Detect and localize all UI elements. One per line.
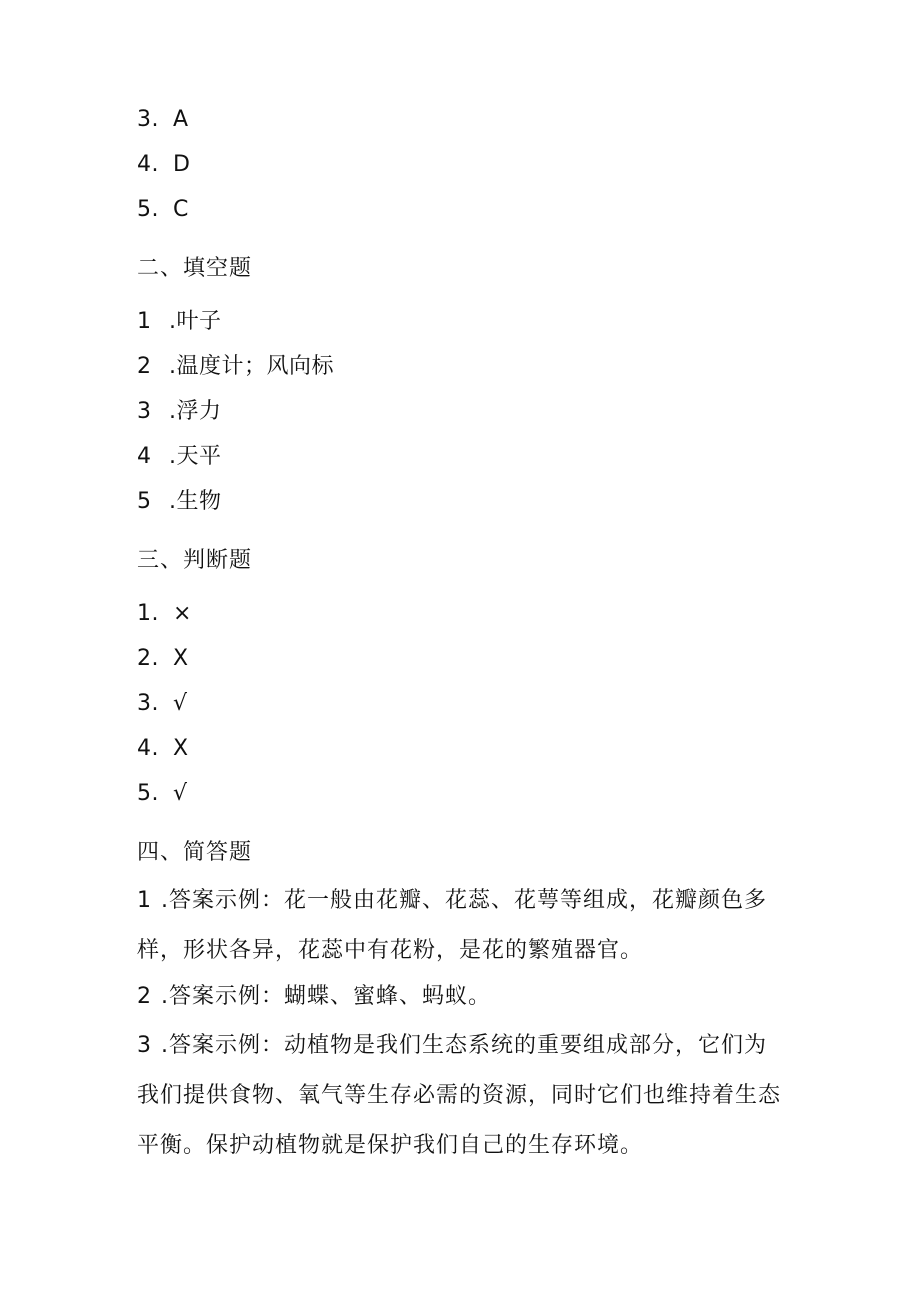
item-number: 3.	[137, 107, 159, 132]
true-false-answer-1	[137, 599, 192, 629]
item-number: 4	[137, 444, 152, 469]
true-false-answer-4	[137, 734, 189, 764]
choice-answer-5	[137, 195, 189, 225]
short-answer-3	[137, 1021, 787, 1171]
item-number: 5.	[137, 781, 159, 806]
choice-answer-3	[137, 105, 189, 135]
choice-answer-4	[137, 150, 190, 180]
item-answer: .答案示例：动植物是我们生态系统的重要组成部分，它们为我们提供食物、氧气等生存必需的资源，同时它们也维持着生态平衡。保护动植物就是保护我们自己的生存环境。	[137, 1033, 782, 1158]
item-answer: X	[173, 736, 189, 761]
true-false-answer-2	[137, 644, 189, 674]
item-answer: √	[173, 781, 188, 806]
item-answer: .叶子	[169, 309, 222, 334]
item-number: 2	[137, 984, 152, 1009]
item-answer: ×	[173, 601, 192, 626]
item-answer: D	[173, 152, 191, 177]
item-answer: .答案示例：花一般由花瓣、花蕊、花萼等组成，花瓣颜色多样，形状各异，花蕊中有花粉，是花的繁殖器官。	[137, 888, 767, 963]
item-answer: .天平	[169, 444, 222, 469]
item-answer: .答案示例：蝴蝶、蜜蜂、蚂蚁。	[161, 984, 491, 1009]
item-number: 1.	[137, 601, 159, 626]
item-number: 2	[137, 354, 152, 379]
item-answer: .温度计；风向标	[169, 354, 334, 379]
fill-blank-answer-4	[137, 442, 222, 472]
item-number: 4.	[137, 736, 159, 761]
item-answer: .生物	[169, 489, 222, 514]
item-number: 2.	[137, 646, 159, 671]
true-false-answer-5	[137, 779, 188, 809]
item-number: 3	[137, 399, 152, 424]
item-answer: C	[173, 197, 189, 222]
fill-blank-answer-5	[137, 487, 222, 517]
fill-blank-answer-3	[137, 397, 222, 427]
fill-blank-heading: 二、填空题	[137, 256, 253, 281]
true-false-answer-3	[137, 689, 188, 719]
fill-blank-answer-1	[137, 307, 222, 337]
item-number: 4.	[137, 152, 159, 177]
short-answer-1	[137, 876, 787, 976]
item-answer: √	[173, 691, 188, 716]
item-number: 5	[137, 489, 152, 514]
item-answer: .浮力	[169, 399, 222, 424]
item-number: 1	[137, 309, 152, 334]
item-answer: A	[173, 107, 189, 132]
short-answer-2	[137, 972, 787, 1022]
item-number: 3.	[137, 691, 159, 716]
short-answer-heading: 四、简答题	[137, 840, 253, 865]
fill-blank-answer-2	[137, 352, 334, 382]
item-number: 3	[137, 1033, 152, 1058]
item-number: 5.	[137, 197, 159, 222]
item-number: 1	[137, 888, 152, 913]
true-false-heading: 三、判断题	[137, 548, 253, 573]
item-answer: X	[173, 646, 189, 671]
